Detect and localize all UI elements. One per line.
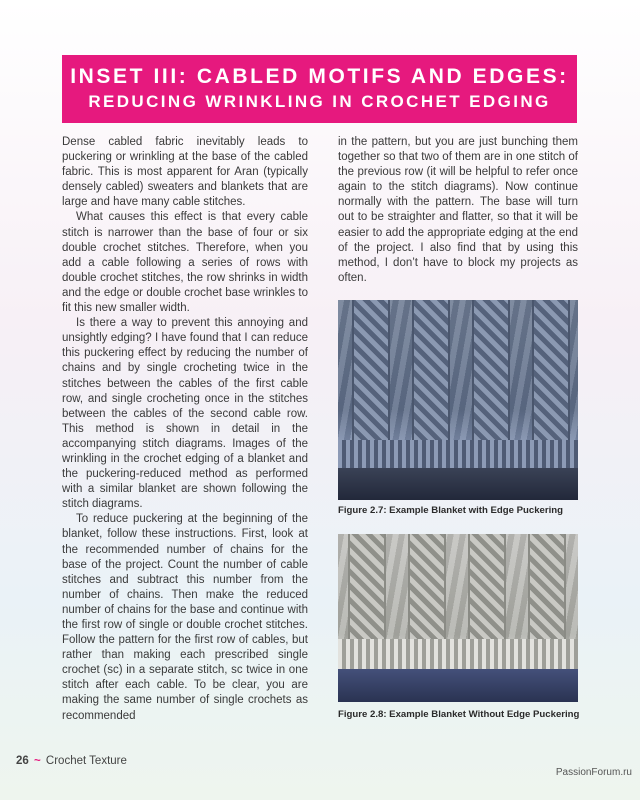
lace-edging [338, 440, 578, 468]
cable-braid [408, 534, 446, 639]
paragraph-1: Dense cabled fabric inevitably leads to puckering or wrinkling at the base of the cabled fabric. This is most apparent for Aran (typically densely cabled) sweaters and blankets that are large and have many cable stitches. [62, 136, 308, 209]
cable-braid [468, 534, 506, 639]
paragraph-3: Is there a way to prevent this annoying and unsightly edging? I have found that I can reduce this puckering effect by reducing the number of chains and by single crocheting twice in the stitches between the cables of the first cable row, and single crocheting once in the stitches between the cables of the second cable row. This method is shown in detail in the accompanying stitch diagrams. Images of the wrinkling in the crochet edging of a blanket and the puckering-reduced method as performed with a similar blanket are shown following the stitch diagrams. [62, 317, 308, 511]
cable-braid [472, 300, 510, 440]
section-title-banner [62, 55, 577, 123]
footer-separator: ~ [34, 755, 41, 767]
cable-braid [352, 300, 390, 440]
page-number: 26 [16, 755, 29, 767]
paragraph-2: What causes this effect is that every cable stitch is narrower than the base of four or six double crochet stitches. Therefore, when you add a cable following a series of rows with double crochet stitches, the row shrinks in width and the edge or double crochet base wrinkles to fit this new smaller width. [62, 211, 308, 315]
title-line-2: REDUCING WRINKLING IN CROCHET EDGING [88, 92, 551, 111]
cable-braid [412, 300, 450, 440]
watermark: PassionForum.ru [555, 767, 632, 778]
right-text-column [338, 135, 578, 286]
lace-edging [338, 639, 578, 669]
cable-braid [532, 300, 570, 440]
figure-2-7-photo [338, 300, 578, 500]
paragraph-5: in the pattern, but you are just bunching them together so that two of them are in one stitch of the previous row (it will be helpful to refer once again to the stitch diagrams). Now continue normally with the pattern. The base will turn out to be straighter and flatter, so that it will be easier to add the appropriate edging at the end of the project. I also find that by using this method, I don’t have to block my projects as often. [338, 136, 578, 284]
figure-2-8-photo [338, 534, 578, 702]
figure-2-7-caption: Figure 2.7: Example Blanket with Edge Puckering [338, 505, 563, 516]
cable-braid [348, 534, 386, 639]
cable-braid [528, 534, 566, 639]
figure-2-8-caption: Figure 2.8: Example Blanket Without Edge Puckering [338, 709, 580, 720]
title-line-1: INSET III: CABLED MOTIFS AND EDGES: [70, 65, 569, 88]
background-fabric [338, 468, 578, 500]
background-fabric [338, 669, 578, 702]
page-footer [16, 755, 127, 767]
paragraph-4: To reduce puckering at the beginning of the blanket, follow these instructions. First, look at the recommended number of chains for the base of the project. Count the number of cable stitches and subtract this number from the number of chains. Then make the reduced number of chains for the base and continue with the first row of single or double crochet stitches. Follow the pattern for the first row of cables, but rather than making each prescribed single crochet (sc) in a separate stitch, sc twice in one stitch after each cable. To be clear, you are making the same number of single crochets as recommended [62, 513, 308, 722]
book-title: Crochet Texture [45, 755, 127, 767]
left-text-column [62, 135, 308, 724]
